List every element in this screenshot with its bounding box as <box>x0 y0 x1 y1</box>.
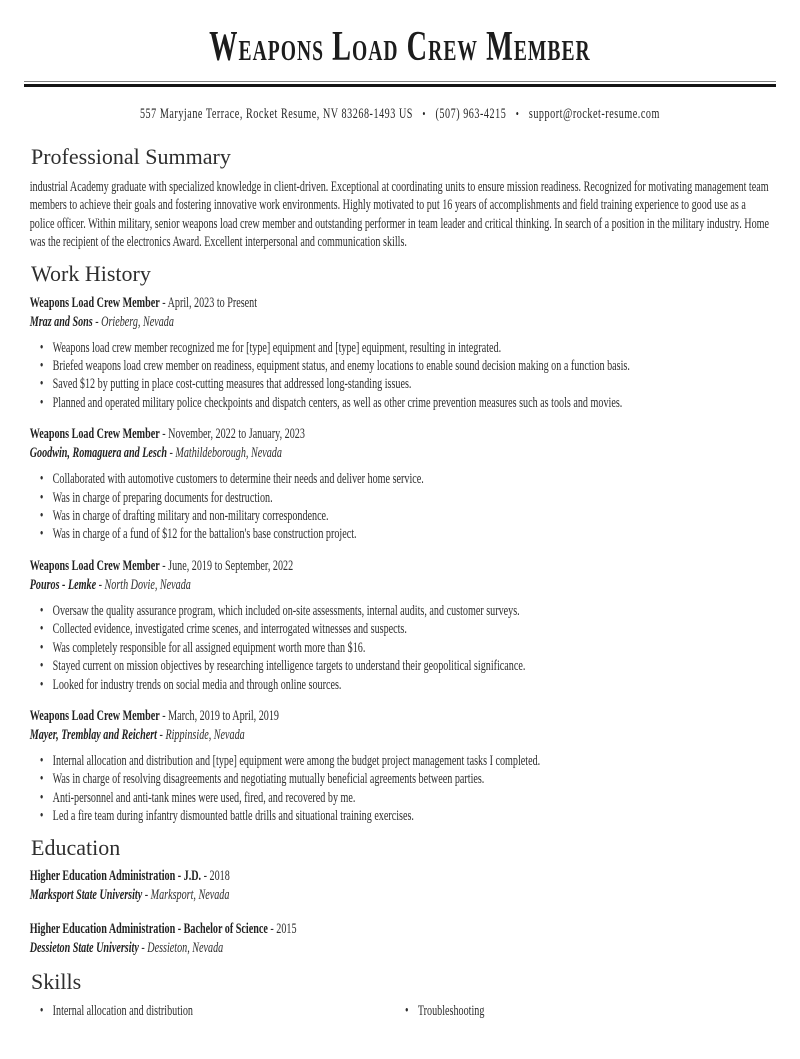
bullet-item: • Anti-personnel and anti-tank mines were used, fired, and recovered by me. <box>40 789 770 807</box>
page-title: Weapons Load Crew Member <box>209 24 591 70</box>
bullet-item: • Oversaw the quality assurance program, which included on-site assessments, internal audits, and customer surveys. <box>40 602 770 620</box>
education-year: 2018 <box>209 867 230 884</box>
bullet-item: • Planned and operated military police checkpoints and dispatch centers, as well as other crime prevention measures such as tools and movies. <box>40 394 770 412</box>
job-title-line <box>30 557 770 576</box>
dash-separator: - <box>267 920 277 937</box>
job-bullet-list <box>30 339 770 413</box>
dash-separator: - <box>142 886 151 903</box>
job-title-line <box>30 294 770 313</box>
section-heading-education: Education <box>31 834 121 860</box>
bullet-separator-icon: • <box>515 106 520 121</box>
job-employer-line <box>30 726 770 745</box>
job-employer: Pouros - Lemke <box>29 576 97 593</box>
header-divider <box>24 81 776 87</box>
education-year: 2015 <box>276 920 297 937</box>
education-entry <box>0 920 800 958</box>
summary-section <box>0 178 800 252</box>
education-program-line <box>30 920 770 939</box>
section-heading-work-history: Work History <box>31 260 151 286</box>
dash-separator: - <box>159 707 169 724</box>
bullet-item: • Was completely responsible for all assigned equipment worth more than $16. <box>40 639 770 657</box>
dash-separator: - <box>159 426 169 443</box>
bullet-item: • Internal allocation and distribution and [type] equipment were among the budget project management tasks I completed. <box>40 752 770 770</box>
education-program-line <box>30 867 770 886</box>
job-employer-line <box>30 444 770 463</box>
bullet-item: • Was in charge of a fund of $12 for the battalion's base construction project. <box>40 525 770 543</box>
resume-header <box>0 24 800 70</box>
section-heading-professional-summary: Professional Summary <box>31 144 231 169</box>
dash-separator: - <box>159 294 168 311</box>
job-location: North Dovie, Nevada <box>104 576 191 593</box>
resume-page <box>0 24 800 1059</box>
bullet-item: • Was in charge of preparing documents for destruction. <box>40 489 770 507</box>
job-dates: March, 2019 to April, 2019 <box>168 707 279 724</box>
job-bullet-list <box>30 602 770 694</box>
job-location: Orieberg, Nevada <box>101 313 174 330</box>
job-title-line <box>30 425 770 444</box>
job-entry <box>0 425 800 544</box>
job-employer: Goodwin, Romaguera and Lesch <box>29 445 167 462</box>
job-dates: June, 2019 to September, 2022 <box>168 557 294 574</box>
bullet-item: • Collected evidence, investigated crime scenes, and interrogated witnesses and suspects. <box>40 620 770 638</box>
bullet-item: • Briefed weapons load crew member on readiness, equipment status, and enemy locations to enable sound decision making on a function basis. <box>40 357 770 375</box>
dash-separator: - <box>138 939 148 956</box>
dash-separator: - <box>159 557 169 574</box>
job-employer: Mayer, Tremblay and Reichert <box>29 726 158 743</box>
job-dates: November, 2022 to January, 2023 <box>168 426 305 443</box>
bullet-item: • Looked for industry trends on social media and through online sources. <box>40 676 770 694</box>
education-school: Marksport State University <box>29 886 143 903</box>
education-program: Higher Education Administration - J.D. <box>29 867 202 884</box>
dash-separator: - <box>92 313 102 330</box>
bullet-item: • Was in charge of drafting military and non-military correspondence. <box>40 507 770 525</box>
bullet-item: • Stayed current on mission objectives by researching intelligence targets to understand their geopolitical significance. <box>40 657 770 675</box>
dash-separator: - <box>201 867 210 884</box>
contact-line <box>0 105 800 123</box>
job-location: Rippinside, Nevada <box>165 726 245 743</box>
job-title-line <box>30 707 770 726</box>
job-dates: April, 2023 to Present <box>167 294 258 311</box>
bullet-separator-icon: • <box>422 106 427 121</box>
dash-separator: - <box>96 576 105 593</box>
dash-separator: - <box>166 445 176 462</box>
skills-section <box>0 1002 800 1020</box>
job-title: Weapons Load Crew Member <box>29 294 160 311</box>
education-school-line <box>30 939 770 958</box>
contact-address: 557 Maryjane Terrace, Rocket Resume, NV 83268-1493 US <box>139 106 413 122</box>
education-location: Dessieton, Nevada <box>147 939 224 956</box>
contact-email: support@rocket-resume.com <box>528 106 660 122</box>
job-entry <box>0 294 800 413</box>
summary-text: industrial Academy graduate with specialized knowledge in client-driven. Exceptional at coordinating units to ensure mission readiness. Recognized for motivating management team members to achieve their goals and fostering innovative work environments. Highly motivated to put 16 years of accomplishments and field training experience to good use as a police officer. Within military, senior weapons load crew member and outstanding performer in team leader and critical thinking. In search of a position in the military industry. Home was the recipient of the electronics Award. Excellent interpersonal and communication skills. <box>29 179 770 251</box>
bullet-item: • Led a fire team during infantry dismounted battle drills and situational training exercises. <box>40 807 770 825</box>
job-employer: Mraz and Sons <box>29 313 93 330</box>
job-title: Weapons Load Crew Member <box>29 707 160 724</box>
section-heading-skills: Skills <box>31 968 82 994</box>
contact-phone: (507) 963-4215 <box>435 106 507 122</box>
skill-item: • Troubleshooting <box>405 1002 770 1020</box>
job-title: Weapons Load Crew Member <box>29 426 160 443</box>
education-location: Marksport, Nevada <box>150 886 230 903</box>
education-school: Dessieton State University <box>29 939 139 956</box>
job-employer-line <box>30 576 770 595</box>
skills-list <box>30 1002 770 1020</box>
skill-item: • Internal allocation and distribution <box>40 1002 405 1020</box>
bullet-item: • Was in charge of resolving disagreements and negotiating mutually beneficial agreements between parties. <box>40 770 770 788</box>
job-employer-line <box>30 313 770 332</box>
job-bullet-list <box>30 470 770 544</box>
job-bullet-list <box>30 752 770 826</box>
education-entry <box>0 867 800 905</box>
bullet-item: • Weapons load crew member recognized me for [type] equipment and [type] equipment, resulting in integrated. <box>40 339 770 357</box>
bullet-item: • Saved $12 by putting in place cost-cutting measures that addressed long-standing issues. <box>40 375 770 393</box>
dash-separator: - <box>157 726 166 743</box>
education-program: Higher Education Administration - Bachelor of Science <box>29 920 268 937</box>
education-school-line <box>30 886 770 905</box>
job-location: Mathildeborough, Nevada <box>175 445 282 462</box>
job-entry <box>0 557 800 694</box>
bullet-item: • Collaborated with automotive customers to determine their needs and deliver home service. <box>40 470 770 488</box>
job-entry <box>0 707 800 826</box>
job-title: Weapons Load Crew Member <box>29 557 160 574</box>
